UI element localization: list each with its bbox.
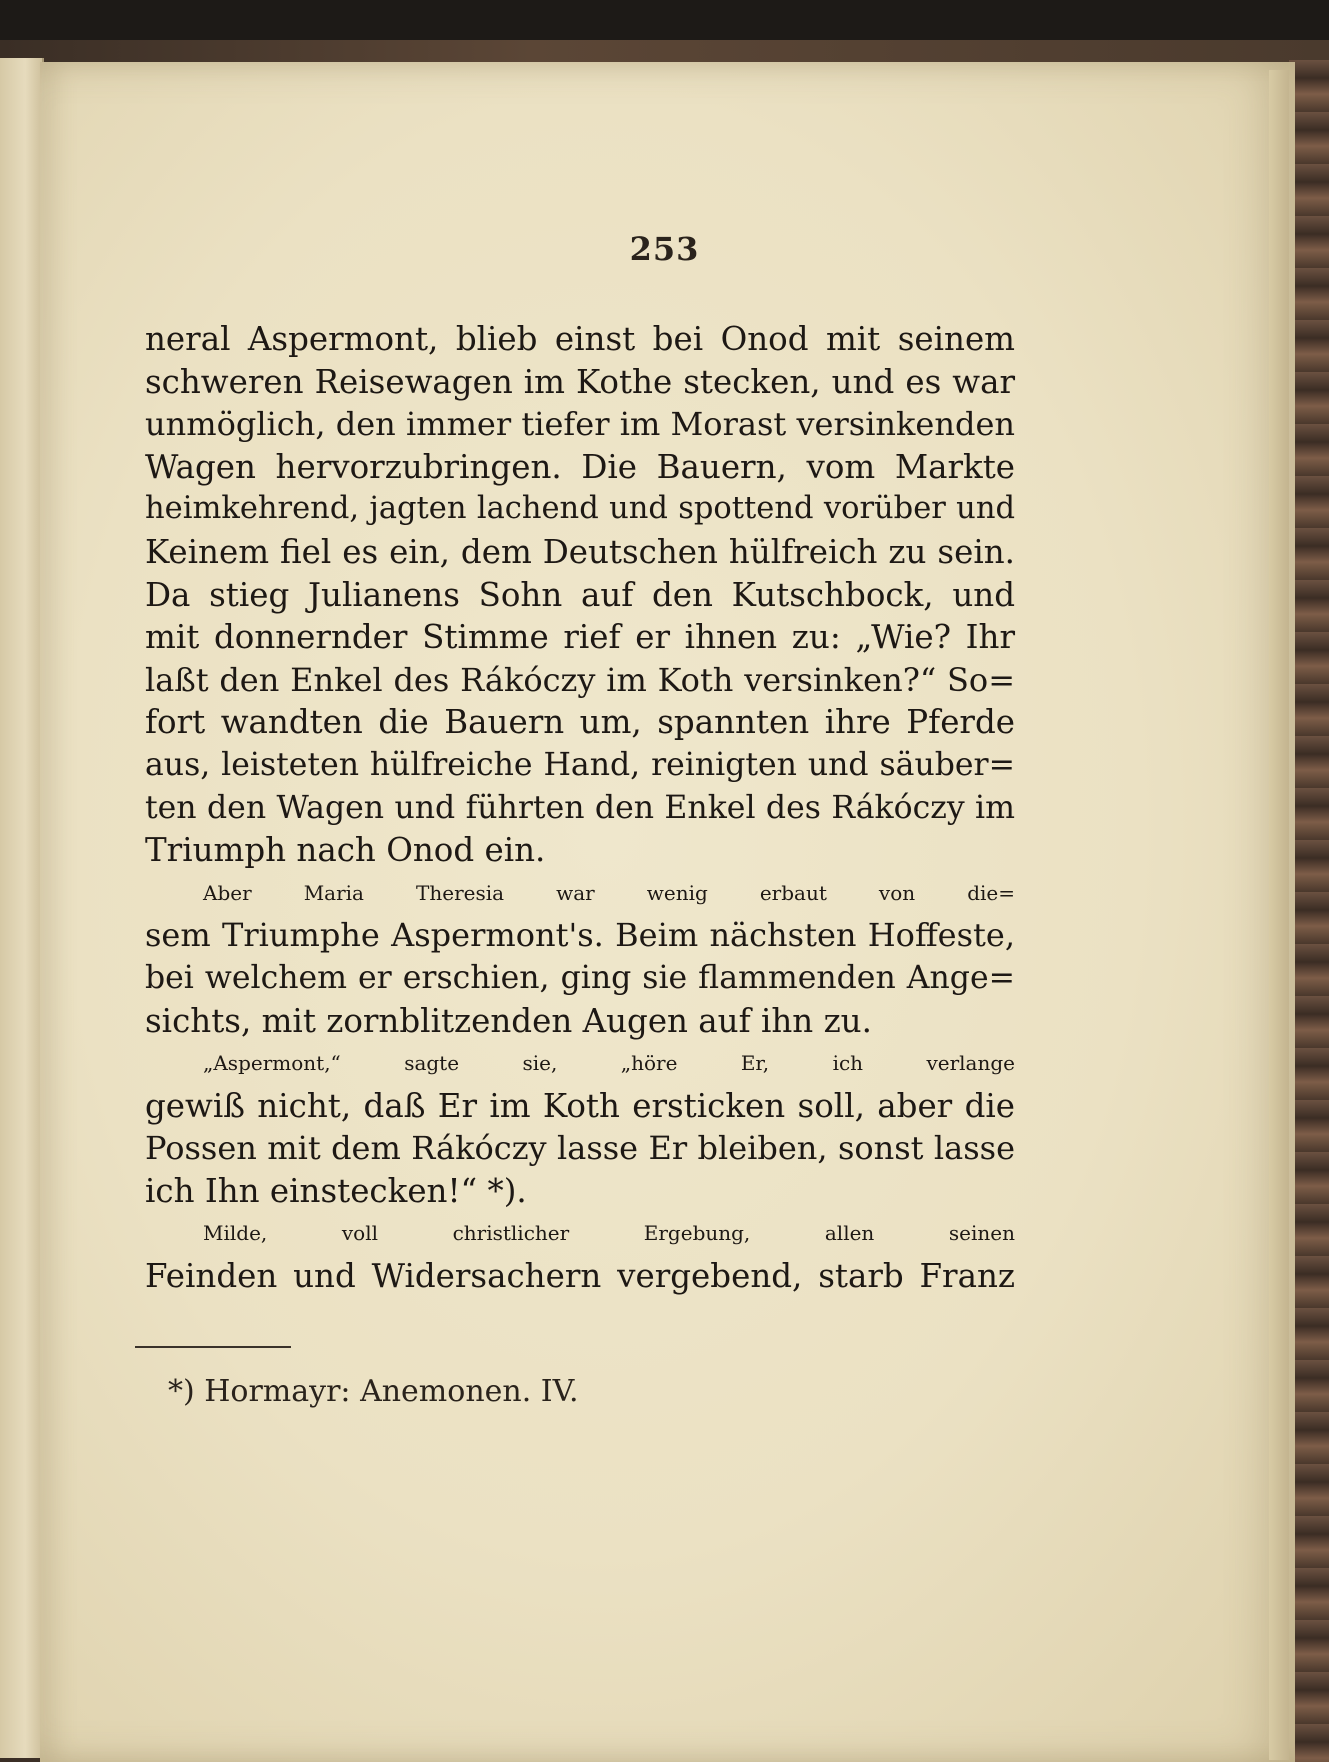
text-line: unmöglich, den immer tiefer im Morast versinkenden bbox=[145, 405, 1015, 444]
text-line: „Aspermont,“ sagte sie, „höre Er, ich verlange bbox=[203, 1051, 1015, 1076]
text-line: aus, leisteten hülfreiche Hand, reinigten und säuber= bbox=[145, 746, 1015, 783]
text-line: Da stieg Julianens Sohn auf den Kutschbock, und bbox=[145, 575, 1015, 614]
left-page-edge bbox=[0, 58, 44, 1758]
text-line: Triumph nach Onod ein. bbox=[145, 831, 546, 870]
footnote: *) Hormayr: Anemonen. IV. bbox=[168, 1374, 579, 1409]
text-line: schweren Reisewagen im Kothe stecken, und es war bbox=[145, 362, 1015, 401]
text-line: sichts, mit zornblitzenden Augen auf ihn zu. bbox=[145, 1001, 872, 1040]
cover-edge bbox=[1289, 60, 1329, 1762]
text-line: Aber Maria Theresia war wenig erbaut von die= bbox=[203, 880, 1015, 905]
page-stack-edge bbox=[1269, 70, 1289, 1760]
text-line: neral Aspermont, blieb einst bei Onod mit seinem bbox=[145, 320, 1015, 358]
text-line: sem Triumphe Aspermont's. Beim nächsten Hoffeste, bbox=[145, 916, 1015, 955]
text-line: Keinem fiel es ein, dem Deutschen hülfreich zu sein. bbox=[145, 532, 1015, 571]
text-line: Feinden und Widersachern vergebend, starb Franz bbox=[145, 1257, 1015, 1296]
page-number: 253 bbox=[629, 230, 700, 268]
text-line: Possen mit dem Rákóczy lasse Er bleiben, sonst lasse bbox=[145, 1129, 1015, 1168]
text-line: laßt den Enkel des Rákóczy im Koth versinken?“ So= bbox=[145, 660, 1015, 699]
text-line: Wagen hervorzubringen. Die Bauern, vom Markte bbox=[145, 447, 1015, 486]
text-line: bei welchem er erschien, ging sie flammenden Ange= bbox=[145, 959, 1015, 996]
text-line: ten den Wagen und führten den Enkel des Rákóczy im bbox=[145, 789, 1015, 826]
footnote-rule bbox=[135, 1346, 291, 1348]
text-line: heimkehrend, jagten lachend und spottend vorüber und bbox=[145, 491, 1015, 527]
text-line: fort wandten die Bauern um, spannten ihre Pferde bbox=[145, 703, 1015, 742]
text-line: ich Ihn einstecken!“ *). bbox=[145, 1171, 527, 1210]
text-line: mit donnernder Stimme rief er ihnen zu: „Wie? Ihr bbox=[145, 618, 1015, 657]
body-text bbox=[145, 318, 1015, 1298]
text-line: gewiß nicht, daß Er im Koth ersticken soll, aber die bbox=[145, 1086, 1015, 1125]
text-line: Milde, voll christlicher Ergebung, allen seinen bbox=[203, 1221, 1015, 1246]
